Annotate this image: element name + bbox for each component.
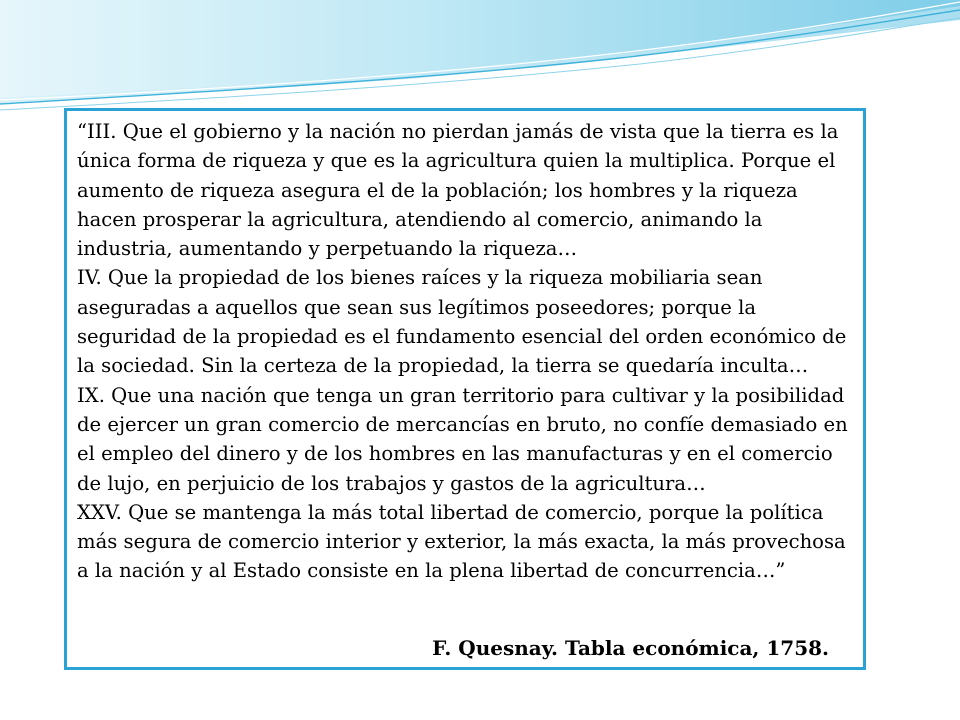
header-wave-decoration <box>0 0 960 120</box>
paragraph-ix: IX. Que una nación que tenga un gran territorio para cultivar y la posibilidad de ejercer un gran comercio de mercancías en bruto, no confíe demasiado en el empleo del dinero y de los hombres en las manufacturas y en el comercio de lujo, en perjuicio de los trabajos y gastos de la agricultura… <box>77 383 848 495</box>
wave-band-front <box>0 0 960 98</box>
paragraph-xxv: XXV. Que se mantenga la más total libertad de comercio, porque la política más segura de comercio interior y exterior, la más exacta, la más provechosa a la nación y al Estado consiste en la plena libertad de concurrencia…” <box>77 500 846 583</box>
paragraph-iv: IV. Que la propiedad de los bienes raíces y la riqueza mobiliaria sean aseguradas a aquellos que sean sus legítimos poseedores; porque la seguridad de la propiedad es el fundamento esencial del orden económico de la sociedad. Sin la certeza de la propiedad, la tierra se quedaría inculta… <box>77 266 847 378</box>
citation: F. Quesnay. Tabla económica, 1758. <box>432 636 829 660</box>
quote-box <box>64 108 866 670</box>
paragraph-iii: “III. Que el gobierno y la nación no pierdan jamás de vista que la tierra es la única forma de riqueza y que es la agricultura quien la multiplica. Porque el aumento de riqueza asegura el de la población; los hombres y la riqueza hacen prosperar la agricultura, atendiendo al comercio, animando la industria, aumentando y perpetuando la riqueza… <box>77 120 839 261</box>
quote-text <box>77 117 853 586</box>
